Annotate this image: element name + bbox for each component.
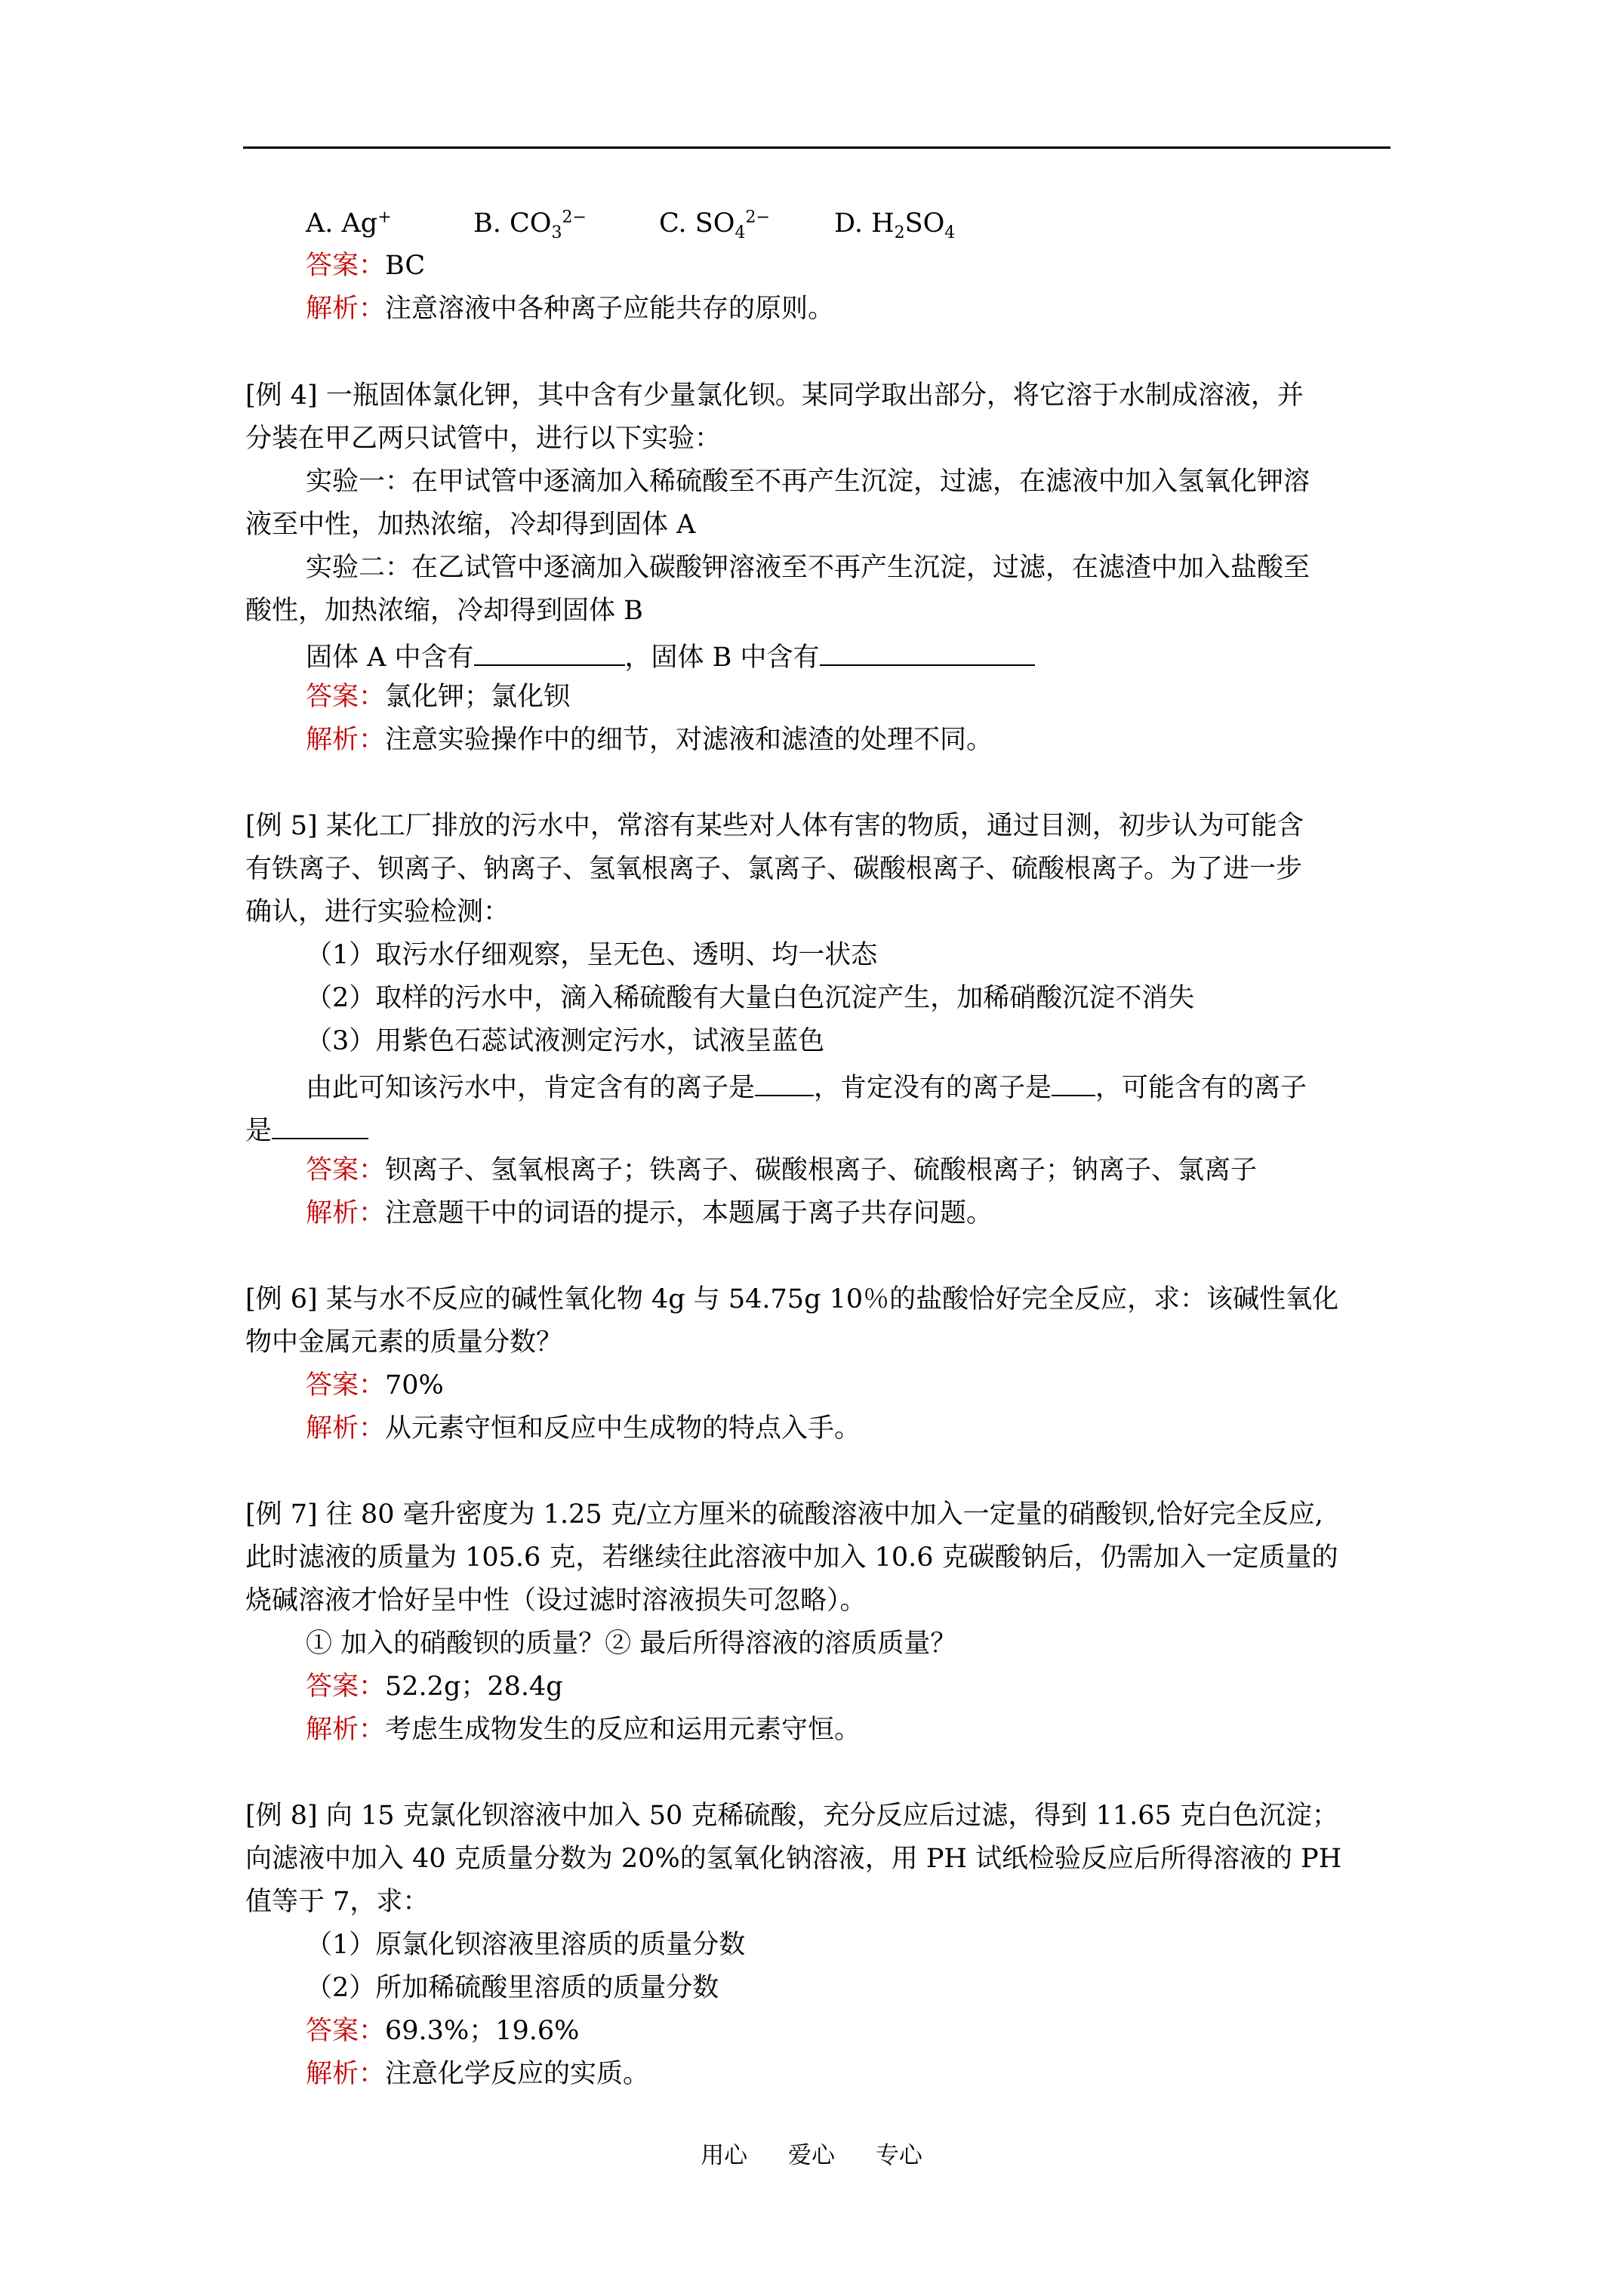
ex8-item2: （2）所加稀硫酸里溶质的质量分数: [306, 1973, 719, 2003]
ex6-line2: 物中金属元素的质量分数？: [245, 1327, 563, 1358]
fill-blank[interactable]: [272, 1111, 368, 1139]
answer-label: 答案：: [306, 682, 386, 712]
ex4-line1: [例 4] 一瓶固体氯化钾，其中含有少量氯化钡。某同学取出部分，将它溶于水制成溶液，并: [245, 381, 1304, 411]
ex5-question-cont: 是: [245, 1111, 368, 1148]
answer-label: 答案：: [306, 1672, 386, 1702]
ex4-line2: 分装在甲乙两只试管中，进行以下实验：: [245, 424, 722, 454]
ex4-line4: 液至中性，加热浓缩，冷却得到固体 A: [245, 510, 696, 540]
ex8-item1: （1）原氯化钡溶液里溶质的质量分数: [306, 1930, 746, 1960]
option-d: D. $H_2SO_4$: [834, 208, 956, 242]
ex8-line2: 向滤液中加入 40 克质量分数为 20%的氢氧化钠溶液，用 PH 试纸检验反应后所得溶液的 PH: [245, 1844, 1342, 1874]
options-line: [306, 207, 955, 240]
ex5-answer: 答案：钡离子、氢氧根离子；铁离子、碳酸根离子、硫酸根离子；钠离子、氯离子: [306, 1155, 1258, 1185]
ex6-line1: [例 6] 某与水不反应的碱性氧化物 4g 与 54.75g 10％的盐酸恰好完全反应，求：该碱性氧化: [245, 1284, 1339, 1314]
analysis-label: 解析：: [306, 725, 386, 755]
analysis-label: 解析：: [306, 1715, 386, 1745]
fill-blank[interactable]: [820, 637, 1035, 666]
answer-label: 答案：: [306, 251, 386, 281]
page-footer: 用心 爱心 专心: [701, 2142, 922, 2169]
ex7-line4: ① 加入的硝酸钡的质量？② 最后所得溶液的溶质质量？: [306, 1629, 957, 1659]
ex7-answer: 答案：52.2g；28.4g: [306, 1672, 563, 1702]
header-rule: [243, 146, 1390, 149]
ex8-answer: 答案：69.3%；19.6%: [306, 2016, 580, 2046]
ex4-analysis: 解析：注意实验操作中的细节，对滤液和滤渣的处理不同。: [306, 725, 993, 755]
ex8-analysis: 解析：注意化学反应的实质。: [306, 2059, 650, 2089]
ex7-analysis: 解析：考虑生成物发生的反应和运用元素守恒。: [306, 1715, 861, 1745]
fill-blank[interactable]: [474, 637, 625, 666]
ex8-line3: 值等于 7，求：: [245, 1887, 430, 1917]
ex5-line1: [例 5] 某化工厂排放的污水中，常溶有某些对人体有害的物质，通过目测，初步认为可能含: [245, 811, 1304, 841]
option-c: C. $SO_4^{2-}$: [659, 208, 770, 242]
ex7-line3: 烧碱溶液才恰好呈中性（设过滤时溶液损失可忽略）。: [245, 1586, 867, 1616]
ex4-line3: 实验一：在甲试管中逐滴加入稀硫酸至不再产生沉淀，过滤，在滤液中加入氢氧化钾溶: [306, 467, 1310, 497]
answer-label: 答案：: [306, 1370, 386, 1401]
ex7-line1: [例 7] 往 80 毫升密度为 1.25 克/立方厘米的硫酸溶液中加入一定量的硝酸钡,恰好完全反应,: [245, 1499, 1323, 1530]
q3-answer: 答案：BC: [306, 251, 426, 281]
analysis-label: 解析：: [306, 1198, 386, 1228]
fill-blank[interactable]: [1052, 1068, 1095, 1096]
ex5-item3: （3）用紫色石蕊试液测定污水，试液呈蓝色: [306, 1026, 825, 1056]
option-b: B. $CO_3^{2-}$: [473, 208, 587, 242]
analysis-label: 解析：: [306, 1413, 386, 1444]
ex5-item1: （1）取污水仔细观察，呈无色、透明、均一状态: [306, 940, 878, 970]
ex4-line5: 实验二：在乙试管中逐滴加入碳酸钾溶液至不再产生沉淀，过滤，在滤渣中加入盐酸至: [306, 553, 1310, 583]
analysis-label: 解析：: [306, 2059, 386, 2089]
fill-blank[interactable]: [755, 1068, 814, 1096]
ex7-line2: 此时滤液的质量为 105.6 克，若继续往此溶液中加入 10.6 克碳酸钠后，仍需加入一定质量的: [245, 1542, 1338, 1573]
option-a: A. Ag+: [306, 208, 392, 239]
ex4-line6: 酸性，加热浓缩，冷却得到固体 B: [245, 596, 643, 626]
answer-label: 答案：: [306, 2016, 386, 2046]
ex6-analysis: 解析：从元素守恒和反应中生成物的特点入手。: [306, 1413, 861, 1444]
answer-label: 答案：: [306, 1155, 386, 1185]
ex5-analysis: 解析：注意题干中的词语的提示，本题属于离子共存问题。: [306, 1198, 993, 1228]
ex4-fill-line: 固体 A 中含有 ，固体 B 中含有: [306, 637, 1035, 674]
ex5-line2: 有铁离子、钡离子、钠离子、氢氧根离子、氯离子、碳酸根离子、硫酸根离子。为了进一步: [245, 854, 1303, 884]
ex8-line1: [例 8] 向 15 克氯化钡溶液中加入 50 克稀硫酸，充分反应后过滤，得到 11.65 克白色沉淀；: [245, 1801, 1338, 1831]
ex4-answer: 答案：氯化钾；氯化钡: [306, 682, 571, 712]
ex5-item2: （2）取样的污水中，滴入稀硫酸有大量白色沉淀产生，加稀硝酸沉淀不消失: [306, 983, 1195, 1013]
analysis-label: 解析：: [306, 294, 386, 324]
ex6-answer: 答案：70%: [306, 1370, 444, 1401]
q3-analysis: 解析：注意溶液中各种离子应能共存的原则。: [306, 294, 835, 324]
ex5-line3: 确认，进行实验检测：: [245, 897, 510, 927]
ex5-question: 由此可知该污水中，肯定含有的离子是 ，肯定没有的离子是 ，可能含有的离子: [306, 1068, 1307, 1105]
